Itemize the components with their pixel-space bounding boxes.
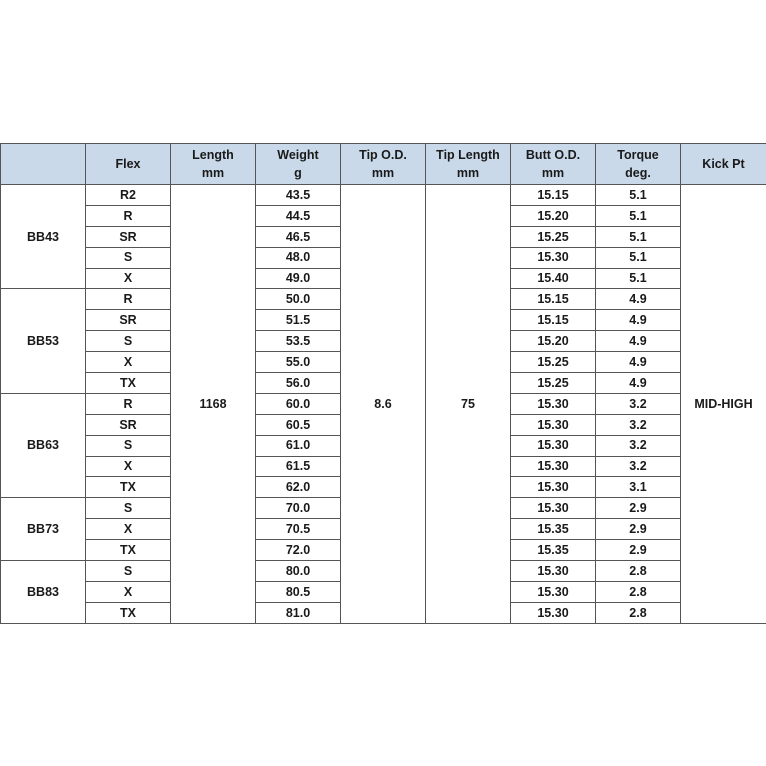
weight-cell: 55.0 (256, 352, 341, 373)
torque-cell: 4.9 (596, 310, 681, 331)
weight-cell: 62.0 (256, 477, 341, 498)
table-body (1, 185, 766, 624)
header-unit: deg. (625, 166, 651, 180)
flex-cell: TX (86, 373, 171, 394)
flex-cell: R (86, 289, 171, 310)
butt-od-cell: 15.20 (511, 331, 596, 352)
weight-cell: 46.5 (256, 226, 341, 247)
torque-cell: 4.9 (596, 373, 681, 394)
weight-cell: 70.0 (256, 498, 341, 519)
flex-cell: SR (86, 414, 171, 435)
flex-cell: TX (86, 477, 171, 498)
weight-cell: 49.0 (256, 268, 341, 289)
torque-cell: 4.9 (596, 289, 681, 310)
weight-cell: 48.0 (256, 247, 341, 268)
header-label: Butt O.D. (525, 147, 581, 162)
header-unit: mm (201, 166, 225, 180)
flex-cell: TX (86, 602, 171, 623)
butt-od-cell: 15.35 (511, 519, 596, 540)
header-label: Flex (115, 156, 141, 171)
model-name-cell: BB73 (1, 498, 86, 561)
flex-cell: S (86, 331, 171, 352)
butt-od-cell: 15.20 (511, 205, 596, 226)
header-label: Torque (617, 147, 659, 162)
butt-od-cell: 15.15 (511, 185, 596, 206)
header-label: Kick Pt (702, 156, 745, 171)
kick-pt-header (681, 144, 766, 185)
torque-cell: 3.2 (596, 414, 681, 435)
weight-cell: 72.0 (256, 540, 341, 561)
weight-cell: 61.0 (256, 435, 341, 456)
flex-cell: S (86, 561, 171, 582)
tip-length-header (426, 144, 511, 185)
torque-cell: 5.1 (596, 247, 681, 268)
butt-od-cell: 15.30 (511, 581, 596, 602)
weight-cell: 70.5 (256, 519, 341, 540)
torque-cell: 5.1 (596, 268, 681, 289)
header-label: Length (192, 147, 234, 162)
torque-cell: 3.1 (596, 477, 681, 498)
flex-cell: X (86, 268, 171, 289)
torque-cell: 2.8 (596, 602, 681, 623)
butt-od-cell: 15.40 (511, 268, 596, 289)
header-label: Tip Length (436, 147, 500, 162)
butt-od-cell: 15.15 (511, 310, 596, 331)
shaft-spec-table (0, 143, 766, 624)
header-unit: mm (456, 166, 480, 180)
weight-header (256, 144, 341, 185)
torque-cell: 5.1 (596, 226, 681, 247)
header-row (1, 144, 766, 185)
flex-cell: X (86, 581, 171, 602)
tip-length-cell: 75 (426, 185, 511, 624)
torque-cell: 3.2 (596, 435, 681, 456)
weight-cell: 81.0 (256, 602, 341, 623)
weight-cell: 50.0 (256, 289, 341, 310)
flex-cell: S (86, 435, 171, 456)
flex-cell: X (86, 519, 171, 540)
flex-cell: S (86, 498, 171, 519)
torque-cell: 2.9 (596, 498, 681, 519)
model-name-cell: BB63 (1, 393, 86, 497)
model-header (1, 144, 86, 185)
butt-od-cell: 15.30 (511, 435, 596, 456)
butt-od-cell: 15.30 (511, 602, 596, 623)
model-name-cell: BB83 (1, 561, 86, 624)
torque-cell: 4.9 (596, 331, 681, 352)
butt-od-header (511, 144, 596, 185)
torque-cell: 3.2 (596, 456, 681, 477)
flex-header (86, 144, 171, 185)
weight-cell: 43.5 (256, 185, 341, 206)
butt-od-cell: 15.30 (511, 393, 596, 414)
weight-cell: 44.5 (256, 205, 341, 226)
torque-cell: 5.1 (596, 185, 681, 206)
weight-cell: 61.5 (256, 456, 341, 477)
butt-od-cell: 15.30 (511, 477, 596, 498)
model-name-cell: BB43 (1, 185, 86, 289)
torque-cell: 2.9 (596, 519, 681, 540)
header-label: Weight (277, 147, 319, 162)
torque-cell: 2.9 (596, 540, 681, 561)
length-cell: 1168 (171, 185, 256, 624)
model-name-cell: BB53 (1, 289, 86, 393)
torque-cell: 2.8 (596, 581, 681, 602)
tip-od-cell: 8.6 (341, 185, 426, 624)
weight-cell: 51.5 (256, 310, 341, 331)
butt-od-cell: 15.30 (511, 498, 596, 519)
header-label: Tip O.D. (359, 147, 407, 162)
torque-cell: 4.9 (596, 352, 681, 373)
header-unit: mm (541, 166, 565, 180)
flex-cell: R (86, 205, 171, 226)
butt-od-cell: 15.25 (511, 352, 596, 373)
torque-cell: 3.2 (596, 393, 681, 414)
weight-cell: 80.5 (256, 581, 341, 602)
weight-cell: 80.0 (256, 561, 341, 582)
weight-cell: 56.0 (256, 373, 341, 394)
tip-od-header (341, 144, 426, 185)
weight-cell: 60.5 (256, 414, 341, 435)
torque-cell: 2.8 (596, 561, 681, 582)
length-header (171, 144, 256, 185)
torque-header (596, 144, 681, 185)
butt-od-cell: 15.35 (511, 540, 596, 561)
kick-pt-cell: MID-HIGH (681, 185, 766, 624)
flex-cell: X (86, 456, 171, 477)
butt-od-cell: 15.15 (511, 289, 596, 310)
butt-od-cell: 15.25 (511, 373, 596, 394)
header-unit: g (294, 166, 302, 180)
butt-od-cell: 15.30 (511, 456, 596, 477)
butt-od-cell: 15.30 (511, 247, 596, 268)
header-unit: mm (371, 166, 395, 180)
flex-cell: SR (86, 310, 171, 331)
table-row (1, 185, 766, 206)
flex-cell: S (86, 247, 171, 268)
torque-cell: 5.1 (596, 205, 681, 226)
flex-cell: X (86, 352, 171, 373)
weight-cell: 53.5 (256, 331, 341, 352)
butt-od-cell: 15.30 (511, 561, 596, 582)
flex-cell: TX (86, 540, 171, 561)
flex-cell: SR (86, 226, 171, 247)
flex-cell: R2 (86, 185, 171, 206)
weight-cell: 60.0 (256, 393, 341, 414)
butt-od-cell: 15.30 (511, 414, 596, 435)
butt-od-cell: 15.25 (511, 226, 596, 247)
flex-cell: R (86, 393, 171, 414)
